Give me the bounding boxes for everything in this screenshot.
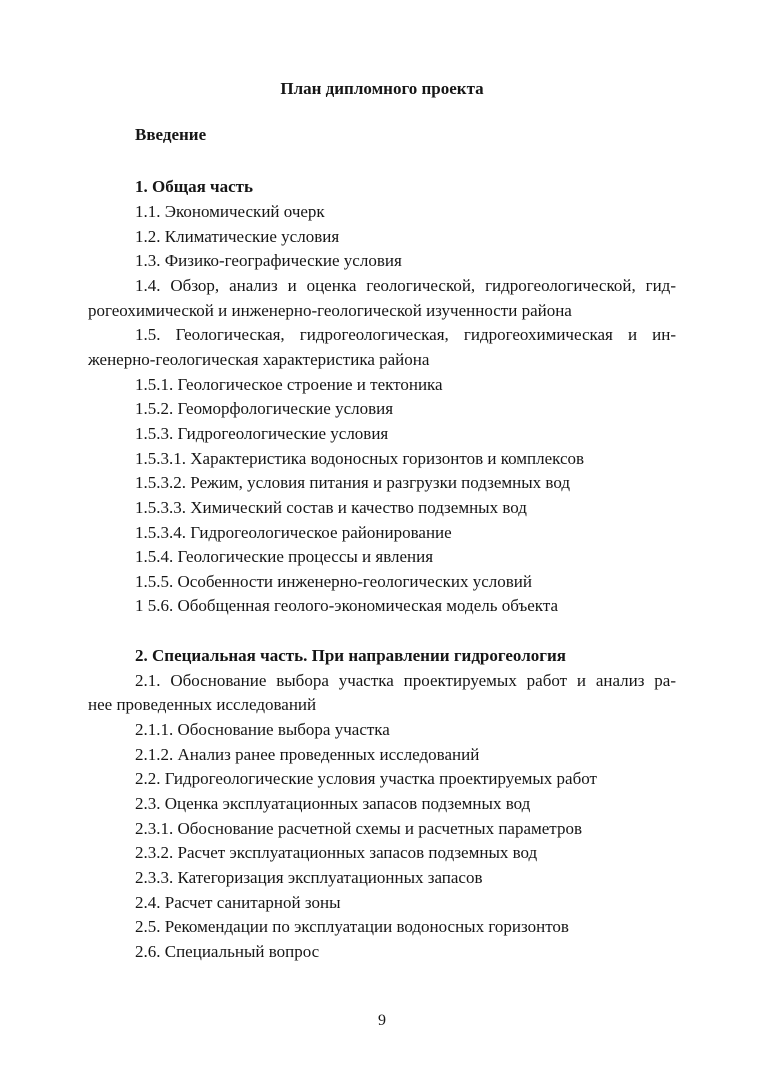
toc-item-continuation: женерно-геологическая характеристика района: [88, 349, 430, 369]
toc-item: 1.5.4. Геологические процессы и явления: [135, 547, 434, 567]
toc-item: 1.5. Геологическая, гидрогеологическая, гидрогеохимическая и ин-: [135, 325, 676, 345]
toc-item: 2.1.2. Анализ ранее проведенных исследований: [135, 744, 480, 764]
toc-item: 1.5.3.1. Характеристика водоносных горизонтов и комплексов: [135, 448, 585, 468]
toc-item: 1.5.5. Особенности инженерно-геологических условий: [135, 571, 532, 591]
toc-item: 2.1. Обоснование выбора участка проектируемых работ и анализ ра-: [135, 670, 676, 690]
toc-item: 2.5. Рекомендации по эксплуатации водоносных горизонтов: [135, 917, 569, 937]
document-title: План дипломного проекта: [280, 79, 484, 98]
toc-item: 2.3.1. Обоснование расчетной схемы и расчетных параметров: [135, 818, 582, 838]
toc-item: 2.3.2. Расчет эксплуатационных запасов подземных вод: [135, 843, 538, 863]
section-heading: 2. Специальная часть. При направлении гидрогеология: [135, 646, 566, 666]
toc-item: 2.6. Специальный вопрос: [135, 942, 320, 961]
intro-heading: Введение: [135, 124, 207, 144]
toc-item: 1.5.3.2. Режим, условия питания и разгрузки подземных вод: [135, 473, 570, 493]
toc-item: 2.3.3. Категоризация эксплуатационных запасов: [135, 868, 483, 888]
toc-item-continuation: рогеохимической и инженерно-геологической изученности района: [88, 300, 572, 320]
section-heading: 1. Общая часть: [135, 177, 253, 197]
toc-item-continuation: нее проведенных исследований: [88, 695, 317, 715]
toc-item: 2.1.1. Обоснование выбора участка: [135, 720, 390, 740]
toc-item: 1.5.3.4. Гидрогеологическое районирование: [135, 522, 452, 542]
page-content: [88, 77, 676, 965]
toc-item: 2.3. Оценка эксплуатационных запасов подземных вод: [135, 794, 531, 814]
toc-item: 1.5.2. Геоморфологические условия: [135, 399, 394, 419]
toc-item: 2.2. Гидрогеологические условия участка проектируемых работ: [135, 769, 597, 789]
toc-item: 2.4. Расчет санитарной зоны: [135, 892, 341, 912]
section-1: [88, 175, 676, 619]
toc-item: 1.5.3.3. Химический состав и качество подземных вод: [135, 497, 527, 517]
toc-item: 1.3. Физико-географические условия: [135, 251, 402, 271]
toc-item: 1.1. Экономический очерк: [135, 201, 325, 221]
toc-item: 1 5.6. Обобщенная геолого-экономическая модель объекта: [135, 596, 559, 616]
page-number: 9: [378, 1012, 386, 1029]
toc-item: 1.4. Обзор, анализ и оценка геологической, гидрогеологической, гид-: [135, 275, 676, 295]
toc-item: 1.5.1. Геологическое строение и тектоника: [135, 374, 443, 394]
sections-container: [88, 175, 676, 964]
toc-item: 1.5.3. Гидрогеологические условия: [135, 423, 389, 443]
section-2: [88, 644, 676, 965]
toc-item: 1.2. Климатические условия: [135, 226, 340, 246]
